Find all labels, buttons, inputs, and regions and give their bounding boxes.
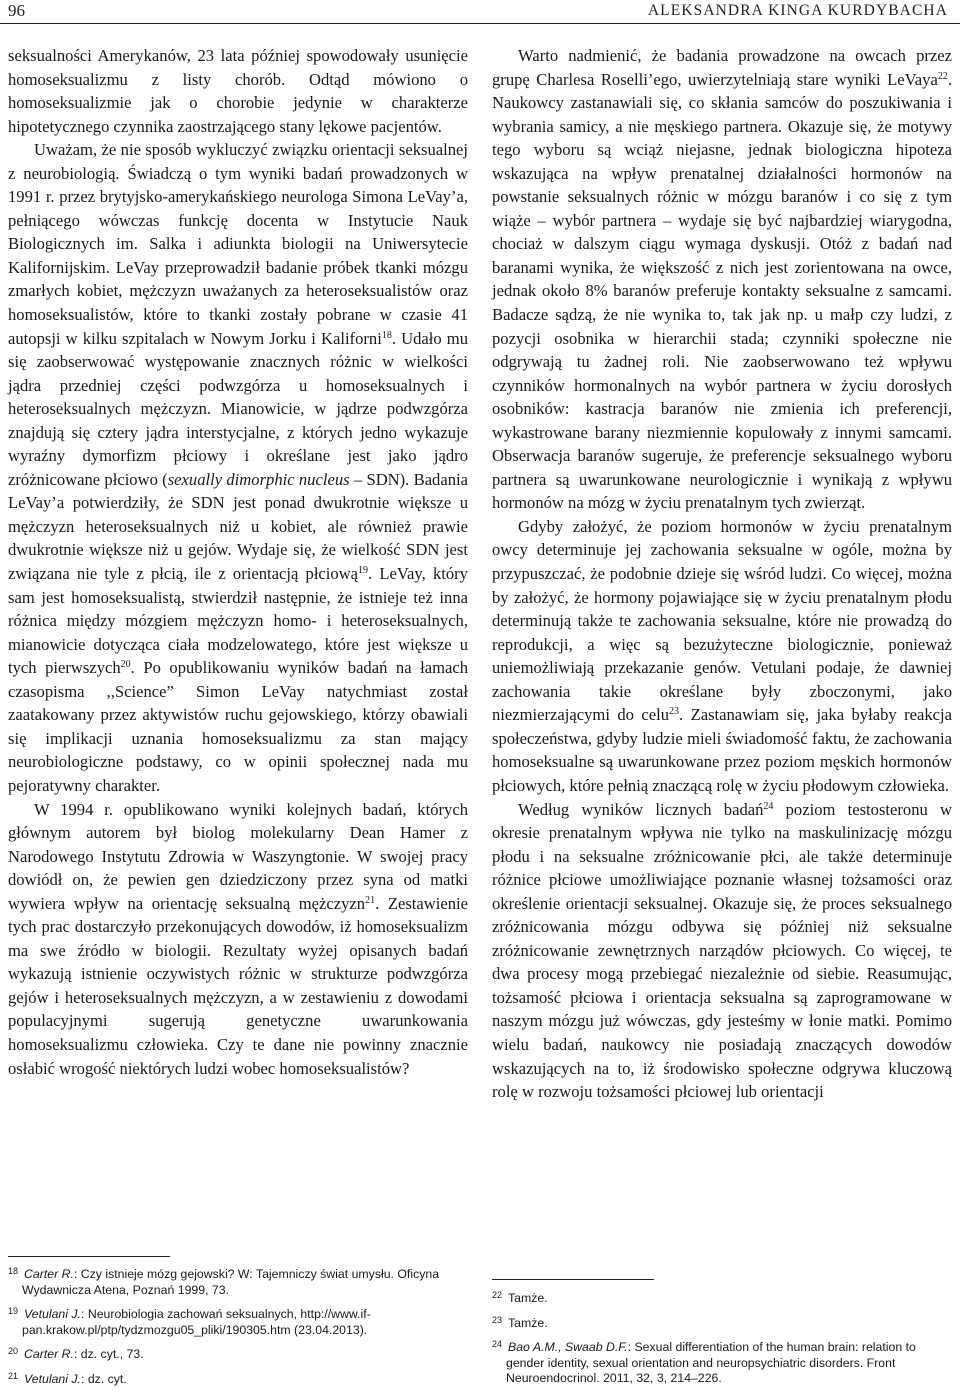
footnote-ref[interactable]: 24 bbox=[763, 800, 774, 812]
page-header bbox=[0, 0, 960, 24]
footnote-ref[interactable]: 21 bbox=[365, 894, 376, 906]
paragraph: Warto nadmienić, że badania prowadzone na owcach przez grupę Charlesa Roselli’ego, uwierzytelniają stare wyniki LeVaya$^{22}$. Naukowcy zastanawiali się, co skłania samców do poszukiwania i wybrania samicy, a nie męskiego partnera. Okazuje się, że motywy tego wyboru są wciąż niejasne, jednak biologiczna hipoteza wskazująca na wpływ prenatalnej działalności hormonów na powstanie seksualnych różnic w mózgu baranów i co się z tym wiąże – wybór partnera – wydaje się być najbardziej wiarygodna, chociaż w dalszym ciągu wymaga dyskusji. Otóż z badań nad baranami wynika, że większość z nich jest zorientowana na owce, jednak około 8% baranów preferuje kontakty seksualne z samcami. Badacze sądzą, że nie wynika to, tak jak np. u małp czy ludzi, z pozycji osobnika w hierarchii stada; czynniki społeczne nie odgrywają tu żadnej roli. Nie zaobserwowano też wpływu czynników hormonalnych na wybór partnera w życiu dorosłych osobników: kastracja baranów nie zmienia ich preferencji, wykastrowane barany niezmiennie kopulowały z innymi samcami. Obserwacja baranów sugeruje, że preferencje seksualnego wyboru partnera są uwarunkowane neurologicznie i wynikają z wpływu hormonów na mózg w życiu prenatalnym tych zwierząt. bbox=[492, 46, 952, 513]
footnote: $^{19}$ Vetulani J.: Neurobiologia zachowań seksualnych, http://www.if-pan.krakow.pl/ptp/tydzmozgu05_pliki/190305.htm (23.04.2013). bbox=[8, 1306, 371, 1337]
footnote-ref[interactable]: 20 bbox=[120, 659, 131, 671]
footnote: $^{21}$ Vetulani J.: dz. cyt. bbox=[8, 1370, 127, 1386]
running-head-author: ALEKSANDRA KINGA KURDYBACHA bbox=[647, 2, 948, 19]
footnote-separator bbox=[492, 1279, 654, 1280]
paragraph: W 1994 r. opublikowano wyniki kolejnych badań, których głównym autorem był biolog molekularny Dean Hamer z Narodowego Instytutu Zdrowia w Waszyngtonie. W swojej pracy dowiódł on, że pewien gen dziedziczony przez syna od matki wywiera wpływ na orientację seksualną mężczyzn$^{21}$. Zestawienie tych prac dostarczyło przekonujących dowodów, iż homoseksualizm ma swe źródło w biologii. Rezultaty wyżej opisanych badań wykazują istnienie oczywistych różnic w strukturze podwzgórza gejów i heteroseksualnych mężczyzn, a w zestawieniu z dowodami populacyjnymi sugerują genetyczne uwarunkowania homoseksualizmu człowieka. Czy te dane nie powinny znacznie osłabić wrogość niektórych ludzi wobec homoseksualistów? bbox=[8, 799, 468, 1078]
footnote-ref[interactable]: 22 bbox=[937, 70, 948, 82]
header-rule bbox=[0, 23, 960, 24]
footnote-ref[interactable]: 19 bbox=[358, 565, 369, 577]
footnote: $^{20}$ Carter R.: dz. cyt., 73. bbox=[8, 1346, 144, 1362]
footnote: $^{22}$ Tamże. bbox=[492, 1290, 548, 1305]
paragraph: Według wyników licznych badań$^{24}$ poziom testosteronu w okresie prenatalnym wpływa nie tylko na maskulinizację mózgu płodu i na seksualne zróżnicowanie płci, ale także determinuje różnice płciowe umożliwiające poznanie własnej tożsamości oraz określenie orientacji seksualnej. Okazuje się, że proces seksualnego zróżnicowania mózgu odbywa się później niż seksualne zróżnicowanie zewnętrznych narządów płciowych. Co więcej, te dwa procesy mogą przebiegać niezależnie od siebie. Reasumując, tożsamość płciowa i orientacja seksualna są zaprogramowane w naszym mózgu już wówczas, gdy jesteśmy w łonie matki. Pomimo wielu badań, naukowcy nie posiadają znaczących dowodów wskazujących na to, iż środowisko społeczne odgrywa kluczową rolę w rozwoju tożsamości płciowej lub orientacji bbox=[492, 799, 952, 1102]
paragraph: seksualności Amerykanów, 23 lata później spowodowały usunięcie homoseksualizmu z listy chorób. Odtąd mówiono o homoseksualizmie jak o chorobie jedynie w charakterze hipotetycznego czynnika zaostrzającego stany lękowe pacjentów. bbox=[8, 46, 468, 136]
footnote: $^{18}$ Carter R.: Czy istnieje mózg gejowski? W: Tajemniczy świat umysłu. Oficyna Wydawnicza Atena, Poznań 1999, 73. bbox=[8, 1266, 440, 1297]
paragraph: Gdyby założyć, że poziom hormonów w życiu prenatalnym owcy determinuje jej zachowania seksualne w ogóle, można by przypuszczać, że podobnie dzieje się wśród ludzi. Co więcej, można by założyć, że hormony pojawiające się w życiu prenatalnym płodu determinują także te zachowania seksualne, które nie prowadzą do reprodukcji, a więc są bezużyteczne biologicznie, ponieważ uniemożliwiają przekazanie genów. Vetulani podaje, że dawniej zachowania takie określane były zboczonymi, jako niezmierzającymi do celu$^{23}$. Zastanawiam się, jaka byłaby reakcja społeczeństwa, gdyby ludzie mieli świadomość faktu, że zachowania homoseksualne są uwarunkowane przez poziom męskich hormonów płciowych, które pełnią znaczącą rolę w życiu płodowym człowieka. bbox=[492, 516, 952, 795]
footnote-ref[interactable]: 18 bbox=[381, 329, 392, 341]
footnote: $^{23}$ Tamże. bbox=[492, 1314, 548, 1330]
paragraph: Uważam, że nie sposób wykluczyć związku orientacji seksualnej z neurobiologią. Świadczą o tym wyniki badań prowadzonych w 1991 r. przez brytyjsko-amerykańskiego neurologa Simona LeVay’a, pełniącego wówczas funkcję docenta w Instytucie Nauk Biologicznych im. Salka i adiunkta biologii na Uniwersytecie Kalifornijskim. LeVay przeprowadził badanie próbek tkanki mózgu zmarłych kobiet, mężczyzn uważanych za heteroseksualistów oraz homoseksualistów, które to tkanki zostały pobrane w czasie 41 autopsji w kilku szpitalach w Nowym Jorku i Kaliforni$^{18}$. Udało mu się zaobserwować występowanie znacznych różnic w wielkości jądra przedniej części podwzgórza u homoseksualnych i heteroseksualnych mężczyzn. Mianowicie, w jądrze podwzgórza znajdują się cztery jądra interstycjalne, z których jedno wykazuje wyraźny dymorfizm płciowy i określane jest jako jądro zróżnicowane płciowo (sexually dimorphic nucleus – SDN). Badania LeVay’a potwierdziły, że SDN jest ponad dwukrotnie większe u mężczyzn heteroseksualnych niż u kobiet, ale również prawie dwukrotnie większe niż u gejów. Wydaje się, że wielkość SDN jest związana nie tyle z płcią, ile z orientacją płciową$^{19}$. LeVay, który sam jest homoseksualistą, stwierdził następnie, że istnieje też inna różnica między mózgiem mężczyzn homo- i heteroseksualnych, mianowicie dotycząca ciała modzelowatego, które jest większe u tych pierwszych$^{20}$. Po opublikowaniu wyników badań na łamach czasopisma ,,Science” Simon LeVay natychmiast został zaatakowany przez aktywistów ruchu gejowskiego, którzy obawiali się implikacji uznania homoseksualizmu za stan mający neurobiologiczne podstawy, co w opinii społecznej nada mu pejoratywny charakter. bbox=[8, 140, 469, 795]
footnotes-left bbox=[8, 1264, 464, 1394]
footnotes-right bbox=[492, 1288, 952, 1393]
right-column bbox=[492, 44, 952, 1104]
footnote: $^{24}$ Bao A.M., Swaab D.F.: Sexual differentiation of the human brain: relation to gender identity, sexual orientation and neuropsychiatric disorders. Front Neuroendocrinol. 2011, 32, 3, 214–226. bbox=[492, 1339, 916, 1386]
left-column bbox=[8, 44, 468, 1080]
italic-term: sexually dimorphic nucleus bbox=[167, 469, 350, 489]
footnote-ref[interactable]: 23 bbox=[669, 706, 679, 718]
page-number: 96 bbox=[8, 1, 25, 20]
footnote-separator bbox=[8, 1256, 170, 1257]
